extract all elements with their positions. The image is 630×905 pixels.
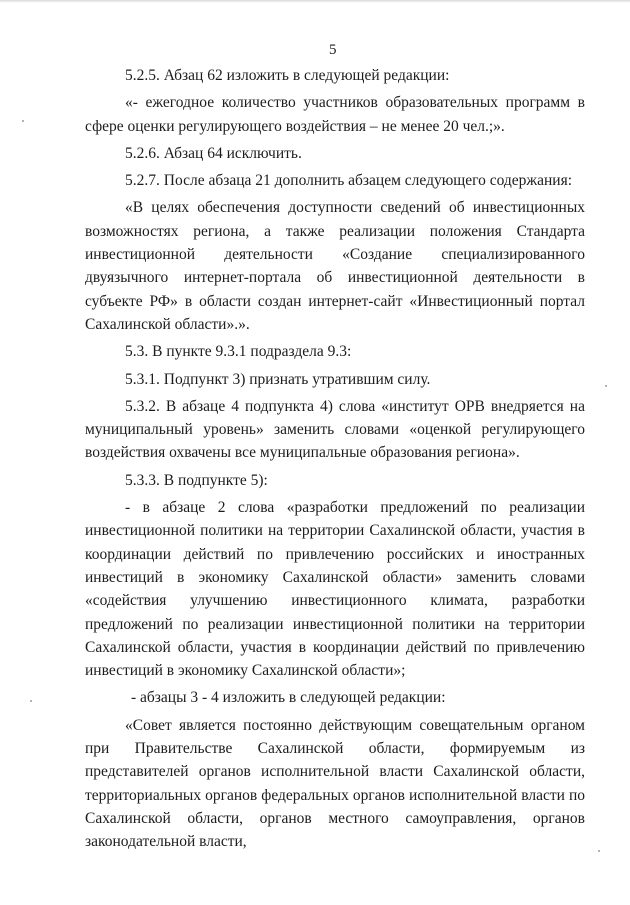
- paragraph-5-3: 5.3. В пункте 9.3.1 подраздела 9.3:: [125, 343, 352, 361]
- scan-speck: [30, 700, 32, 702]
- paragraph-quote-investment-portal: «В целях обеспечения доступности сведений об инвестиционных возможностях региона, а также реализации положения Стандарта инвестиционной деятельности «Создание специализированного двуязычного интернет-портала об инвестиционной деятельности в субъекте РФ» в области создан интернет-сайт «Инвестиционный портал Сахалинской области».».: [85, 199, 585, 333]
- paragraph-5-2-7: 5.2.7. После абзаца 21 дополнить абзацем следующего содержания:: [125, 172, 573, 190]
- paragraph-5-2-5: 5.2.5. Абзац 62 изложить в следующей редакции:: [125, 67, 450, 84]
- scan-speck: [22, 120, 24, 122]
- paragraph-5-3-1: 5.3.1. Подпункт 3) признать утратившим силу.: [125, 370, 431, 388]
- page-number: 5: [329, 42, 337, 58]
- paragraph-quote-council: «Совет является постоянно действующим совещательным органом при Правительстве Сахалинской области, формируемым из представителей органов исполнительной власти Сахалинской области, территориальных органов федеральных органов исполнительной власти по Сахалинской области, органов местного самоуправления, органов законодательной власти,: [85, 716, 585, 851]
- page-top-edge: [0, 0, 630, 3]
- paragraph-5-3-2: 5.3.2. В абзаце 4 подпункта 4) слова «институт ОРВ внедряется на муниципальный уровень» заменить словами «оценкой регулирующего воздействия охвачены все муниципальные образования региона».: [85, 397, 585, 462]
- paragraph-abzac-2: - в абзаце 2 слова «разработки предложений по реализации инвестиционной политики на территории Сахалинской области, участия в координации действий по привлечению российских и иностранных инвестиций в экономику Сахалинской области» заменить словами «содействия улучшению инвестиционного климата, разработки предложений по реализации инвестиционной политики на территории Сахалинской области, участия в координации действий по привлечению инвестиций в экономику Сахалинской области»;: [85, 499, 585, 680]
- scan-speck: [605, 385, 607, 387]
- paragraph-5-3-3: 5.3.3. В подпункте 5):: [125, 471, 268, 489]
- scan-speck: [598, 850, 600, 852]
- paragraph-5-2-6: 5.2.6. Абзац 64 исключить.: [125, 144, 302, 162]
- document-body: [85, 64, 585, 854]
- paragraph-abzacy-3-4: - абзацы 3 - 4 изложить в следующей редакции:: [131, 689, 446, 707]
- paragraph-quote-participants: «- ежегодное количество участников образовательных программ в сфере оценки регулирующего воздействия – не менее 20 чел.;».: [85, 94, 585, 135]
